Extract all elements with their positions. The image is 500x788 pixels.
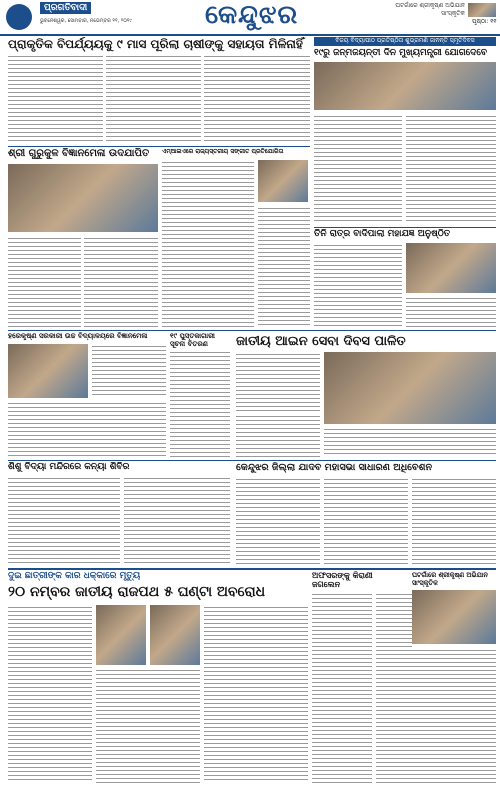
headline-library: ୧୯ ପୁସ୍ତକାଗାରୀ ସୂଚନା ବିତରଣ bbox=[170, 332, 215, 348]
newspaper-name: ପ୍ରଗତିବାଦୀ bbox=[40, 2, 91, 14]
divider bbox=[8, 330, 496, 331]
headline-cm-visit: ୧୯ରୁ ଜନ୍ମଜୟନ୍ତୀ ଦିନ ମୁଖ୍ୟମନ୍ତ୍ରୀ ଯୋଗଦେବେ bbox=[314, 48, 487, 58]
story-banner: ବିଜୟ ବିଦ୍ୟାପୀଠ ପ୍ରତିଷ୍ଠିତା ଶୁଭ୍ରମଣି ଜାନନ୍ତି ସ୍ମୃତିଦିବସ bbox=[314, 37, 496, 46]
article-text bbox=[236, 414, 320, 457]
top-promo: ଘଟଗାଁରେ ଶ୍ରୀକୃଷ୍ଣ ଅଭିଯାନ ସାଂସ୍କୃତିକ bbox=[395, 2, 465, 17]
headline-lead: ପ୍ରାକୃତିକ ବିପର୍ଯ୍ୟୟକୁ ୯ ମାସ ପୂରିଲା ଚାଷୀଙ୍କୁ ସହାୟତା ମିଳିନାହିଁ bbox=[8, 37, 303, 51]
article-text bbox=[204, 54, 310, 144]
victim-photo-2 bbox=[150, 605, 200, 665]
article-text bbox=[162, 160, 254, 328]
article-text bbox=[8, 401, 166, 457]
divider bbox=[8, 146, 310, 147]
newspaper-logo-icon bbox=[6, 4, 32, 30]
headline-highway-block: ୨୦ ନମ୍ବର ଜାତୀୟ ରାଜପଥ ୫ ଘଣ୍ଟା ଅବରୋଧ bbox=[8, 584, 266, 600]
article-text bbox=[314, 243, 402, 328]
article-text bbox=[92, 344, 166, 398]
article-text bbox=[314, 114, 402, 224]
article-text bbox=[8, 54, 103, 144]
article-text bbox=[258, 206, 310, 328]
article-text bbox=[236, 477, 320, 566]
article-text bbox=[324, 427, 496, 457]
article-text bbox=[96, 668, 200, 783]
article-text bbox=[412, 648, 496, 783]
article-text bbox=[312, 592, 372, 783]
headline-shishu-vidya: ଶିଶୁ ବିଦ୍ୟା ମନ୍ଦିରରେ କନ୍ୟା ଶିବିର bbox=[8, 462, 130, 472]
divider bbox=[8, 568, 496, 570]
palla-photo bbox=[406, 243, 496, 293]
victim-photo-1 bbox=[96, 605, 146, 665]
kicker-accident: ଦୁଇ ଛାତ୍ରୀଙ୍କ କାର ଧକ୍କାରେ ମୃତ୍ୟୁ bbox=[8, 571, 141, 581]
dateline: ଭୁବନେଶ୍ୱର, ସୋମବାର, ନଭେମ୍ବର ୧୧, ୨୦୧୯ bbox=[40, 18, 132, 24]
article-text bbox=[412, 477, 496, 566]
article-text bbox=[84, 236, 158, 328]
legal-day-photo bbox=[324, 352, 496, 424]
article-text bbox=[324, 477, 408, 566]
article-text bbox=[106, 54, 201, 144]
school-fair-photo bbox=[8, 344, 88, 398]
ghatagaon-photo bbox=[412, 590, 496, 644]
article-text bbox=[8, 236, 81, 328]
article-text bbox=[236, 352, 320, 412]
science-fair-photo bbox=[8, 164, 158, 232]
headline-yadav-mahasabha: କେନ୍ଦୁଝର ଜିଲ୍ଲା ଯାଦବ ମହାସଭା ସାଧାରଣ ଅଧିବେଶନ bbox=[236, 462, 433, 473]
portrait-photo bbox=[258, 160, 308, 202]
page-title: କେନ୍ଦୁଝର bbox=[205, 0, 299, 30]
article-text bbox=[170, 350, 230, 457]
article-text bbox=[204, 605, 308, 783]
article-text bbox=[376, 592, 412, 783]
headline-harekrushna-fair: ହରେକୃଷ୍ଣ ସରକାରୀ ଉଚ୍ଚ ବିଦ୍ୟାଳୟରେ ବିଜ୍ଞାନମେଳା bbox=[8, 332, 148, 340]
headline-ghatagaon: ଘଟଗାଁରେ ଶ୍ରୀକୃଷ୍ଣ ଅଭିଯାନ ସାଂସ୍କୃତିକ bbox=[412, 571, 488, 587]
divider bbox=[314, 227, 496, 228]
headline-legal-services: ଜାତୀୟ ଆଇନ ସେବା ଦିବସ ପାଳିତ bbox=[236, 334, 406, 349]
article-text bbox=[8, 605, 92, 783]
divider bbox=[236, 460, 496, 461]
divider bbox=[8, 460, 236, 461]
headline-clerk: ଅଫସରଙ୍କୁ କିରାଣୀ ଜଗଲେନ bbox=[312, 571, 373, 589]
page-number: ପୃଷ୍ଠା: ୧୧ bbox=[472, 18, 497, 25]
event-photo bbox=[314, 62, 496, 110]
article-text bbox=[406, 296, 496, 328]
article-text bbox=[124, 476, 230, 566]
article-text bbox=[406, 114, 496, 224]
promo-photo bbox=[468, 3, 496, 17]
headline-science-fair: ଶ୍ରୀ ଗୁରୁକୁଳ ବିଜ୍ଞାନମେଳା ଉଦଯାପିତ bbox=[8, 148, 150, 159]
article-text bbox=[8, 476, 120, 566]
headline-palla: ତିନି ରାତ୍ର ବାଦିପାଲା ମହାଯଜ୍ଞ ଅନୁଷ୍ଠିତ bbox=[314, 229, 451, 239]
headline-music-competition: ଏମ୍‌ଆଇଏରେ ରାଜ୍ୟସ୍ତରୀୟ ସଙ୍ଗୀତ ପ୍ରତିଯୋଗିତା bbox=[162, 148, 284, 155]
